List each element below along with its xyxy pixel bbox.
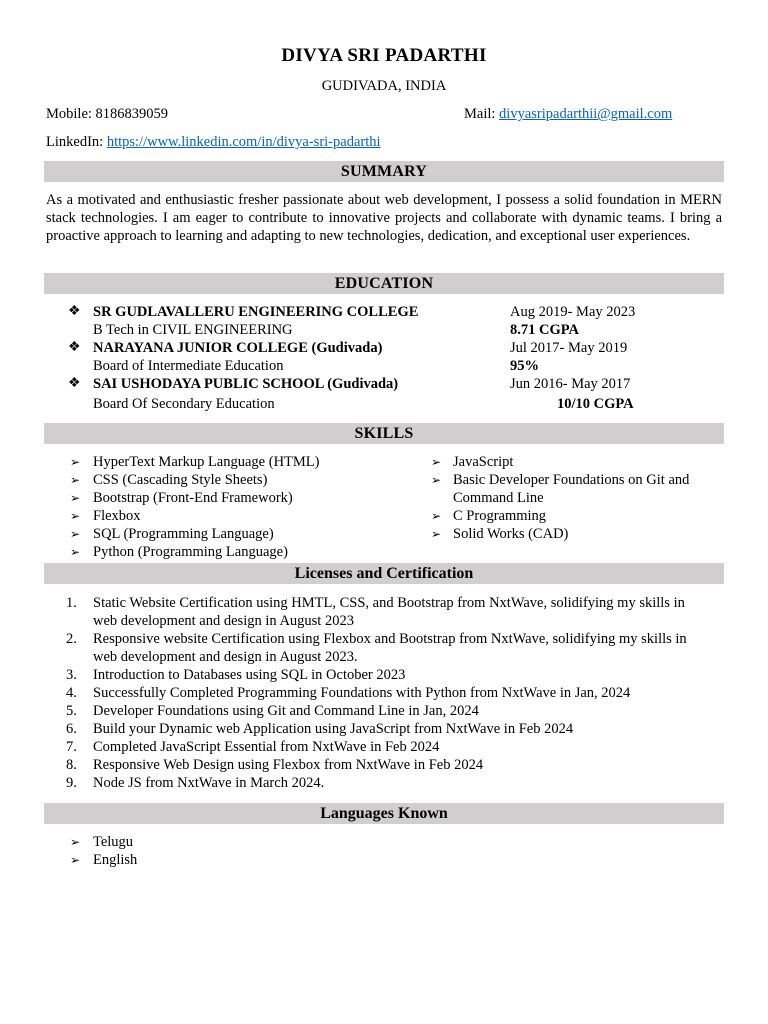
certification-item: Completed JavaScript Essential from NxtWave in Feb 2024 bbox=[93, 739, 440, 755]
certification-item-continuation: web development and design in August 2023 bbox=[93, 613, 354, 629]
institution-name: SAI USHODAYA PUBLIC SCHOOL (Gudivada) bbox=[93, 376, 399, 392]
candidate-name: DIVYA SRI PADARTHI bbox=[281, 45, 487, 66]
list-number: 6. bbox=[66, 721, 77, 737]
mail-line bbox=[464, 105, 672, 123]
arrow-bullet-icon: ➢ bbox=[70, 473, 81, 487]
certification-item: Node JS from NxtWave in March 2024. bbox=[93, 775, 325, 791]
skill-item: Solid Works (CAD) bbox=[453, 526, 569, 542]
certification-item: Developer Foundations using Git and Command Line in Jan, 2024 bbox=[93, 703, 479, 719]
institution-name: SR GUDLAVALLERU ENGINEERING COLLEGE bbox=[93, 304, 419, 320]
arrow-bullet-icon: ➢ bbox=[431, 509, 442, 523]
linkedin-label: LinkedIn: bbox=[46, 134, 107, 150]
degree-name: Board of Intermediate Education bbox=[93, 358, 284, 374]
list-number: 5. bbox=[66, 703, 77, 719]
certification-item: Responsive website Certification using Flexbox and Bootstrap from NxtWave, solidifying my skills in bbox=[93, 631, 687, 647]
arrow-bullet-icon: ➢ bbox=[70, 545, 81, 559]
certification-item: Build your Dynamic web Application using JavaScript from NxtWave in Feb 2024 bbox=[93, 721, 574, 737]
skill-item: Flexbox bbox=[93, 508, 141, 524]
certification-item: Responsive Web Design using Flexbox from NxtWave in Feb 2024 bbox=[93, 757, 484, 773]
language-item: Telugu bbox=[93, 834, 134, 850]
skill-item: JavaScript bbox=[453, 454, 514, 470]
arrow-bullet-icon: ➢ bbox=[70, 527, 81, 541]
diamond-bullet-icon: ❖ bbox=[68, 304, 81, 319]
education-dates: Jun 2016- May 2017 bbox=[510, 376, 631, 392]
email-link[interactable]: divyasripadarthii@gmail.com bbox=[499, 106, 673, 122]
list-number: 7. bbox=[66, 739, 77, 755]
arrow-bullet-icon: ➢ bbox=[70, 835, 81, 849]
list-number: 9. bbox=[66, 775, 77, 791]
skill-item: CSS (Cascading Style Sheets) bbox=[93, 472, 268, 488]
education-dates: Jul 2017- May 2019 bbox=[510, 340, 628, 356]
diamond-bullet-icon: ❖ bbox=[68, 376, 81, 391]
certification-item: Successfully Completed Programming Foundations with Python from NxtWave in Jan, 2024 bbox=[93, 685, 631, 701]
list-number: 8. bbox=[66, 757, 77, 773]
education-score: 95% bbox=[510, 358, 539, 374]
certification-item-continuation: web development and design in August 2023. bbox=[93, 649, 358, 665]
skills-heading: SKILLS bbox=[44, 423, 724, 444]
arrow-bullet-icon: ➢ bbox=[70, 491, 81, 505]
candidate-location: GUDIVADA, INDIA bbox=[321, 78, 447, 94]
summary-text: As a motivated and enthusiastic fresher passionate about web development, I possess a solid foundation in MERN stack technologies. I am eager to contribute to innovative projects and collaborate with dynamic teams. I bring a proactive approach to learning and adapting to new technologies, dedication, and exceptional user experiences. bbox=[46, 192, 722, 244]
institution-name: NARAYANA JUNIOR COLLEGE (Gudivada) bbox=[93, 340, 383, 356]
arrow-bullet-icon: ➢ bbox=[70, 509, 81, 523]
list-number: 1. bbox=[66, 595, 77, 611]
skill-item: C Programming bbox=[453, 508, 547, 524]
certifications-heading: Licenses and Certification bbox=[44, 563, 724, 584]
degree-name: B Tech in CIVIL ENGINEERING bbox=[93, 322, 293, 338]
skill-item-continuation: Command Line bbox=[453, 490, 544, 506]
list-number: 2. bbox=[66, 631, 77, 647]
arrow-bullet-icon: ➢ bbox=[431, 473, 442, 487]
skill-item: Bootstrap (Front-End Framework) bbox=[93, 490, 293, 506]
arrow-bullet-icon: ➢ bbox=[431, 455, 442, 469]
education-heading: EDUCATION bbox=[44, 273, 724, 294]
mobile-number: 8186839059 bbox=[95, 106, 169, 122]
linkedin-line bbox=[46, 133, 381, 151]
mobile-line bbox=[46, 105, 168, 123]
education-score: 8.71 CGPA bbox=[510, 322, 580, 338]
arrow-bullet-icon: ➢ bbox=[70, 455, 81, 469]
arrow-bullet-icon: ➢ bbox=[70, 853, 81, 867]
languages-heading: Languages Known bbox=[44, 803, 724, 824]
summary-heading: SUMMARY bbox=[44, 161, 724, 182]
language-item: English bbox=[93, 852, 138, 868]
mobile-label: Mobile: bbox=[46, 106, 96, 122]
degree-name: Board Of Secondary Education bbox=[93, 396, 275, 412]
education-score: 10/10 CGPA bbox=[557, 396, 634, 412]
certification-item: Static Website Certification using HMTL, CSS, and Bootstrap from NxtWave, solidifying my skills in bbox=[93, 595, 685, 611]
list-number: 4. bbox=[66, 685, 77, 701]
skill-item: Python (Programming Language) bbox=[93, 544, 288, 560]
arrow-bullet-icon: ➢ bbox=[431, 527, 442, 541]
mail-label: Mail: bbox=[464, 106, 500, 122]
skill-item: HyperText Markup Language (HTML) bbox=[93, 454, 320, 470]
certification-item: Introduction to Databases using SQL in October 2023 bbox=[93, 667, 406, 683]
diamond-bullet-icon: ❖ bbox=[68, 340, 81, 355]
list-number: 3. bbox=[66, 667, 77, 683]
skill-item: Basic Developer Foundations on Git and bbox=[453, 472, 690, 488]
linkedin-link[interactable]: https://www.linkedin.com/in/divya-sri-padarthi bbox=[106, 134, 381, 150]
education-dates: Aug 2019- May 2023 bbox=[510, 304, 636, 320]
skill-item: SQL (Programming Language) bbox=[93, 526, 274, 542]
